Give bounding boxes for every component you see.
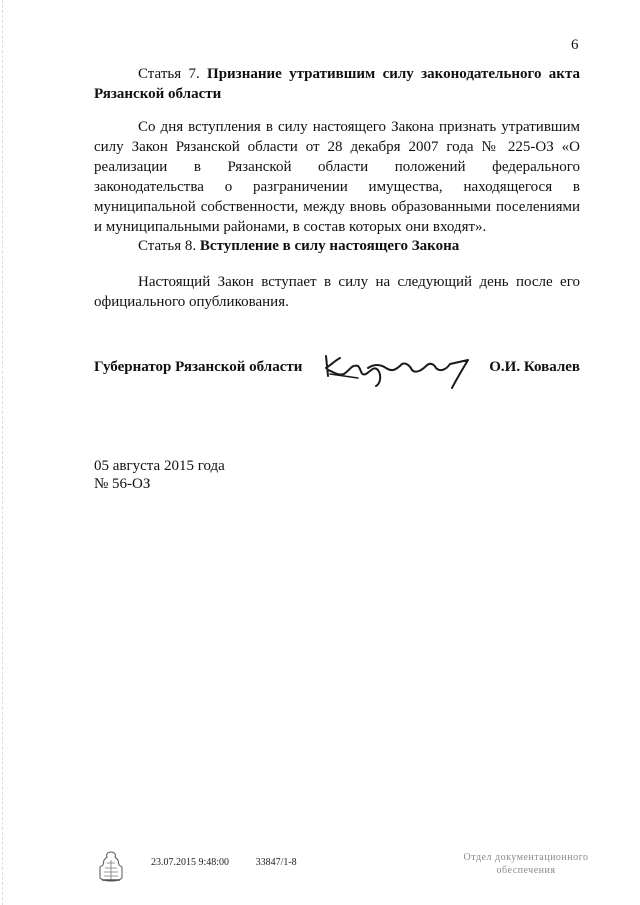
- article-8-body-line: Настоящий Закон вступает в силу на следующий день после его: [138, 274, 580, 290]
- article-8-title: Вступление в силу настоящего Закона: [199, 238, 460, 254]
- office-watermark: [446, 851, 606, 877]
- article-7-body-line: законодательства о разграничении имущества, находящегося в: [94, 179, 580, 195]
- office-line-1: Отдел документационного: [463, 852, 589, 863]
- registration-timestamp: 23.07.2015 9:48:00: [151, 857, 230, 868]
- article-7-body-line: муниципальной собственности, между вновь образованными поселениями: [94, 199, 580, 215]
- handwritten-signature: [322, 350, 472, 390]
- article-7-body-line: и муниципальными районами, в состав которых они входят».: [94, 219, 487, 235]
- page-number: 6: [571, 37, 579, 53]
- office-line-2: обеспечения: [496, 865, 556, 876]
- article-7-body-line: реализации в Рязанской области положений федерального: [94, 159, 580, 175]
- article-8-heading: [94, 236, 580, 256]
- registration-stamp: [151, 857, 321, 868]
- article-7-heading-line1: [94, 64, 580, 84]
- article-8-heading-line: [94, 236, 580, 256]
- article-7-heading: [94, 64, 580, 104]
- article-8-body: [94, 272, 580, 312]
- governor-title: Губернатор Рязанской области: [94, 359, 303, 375]
- law-number: № 56-ОЗ: [94, 476, 151, 492]
- scan-edge: [2, 0, 4, 905]
- article-7-title-line1: Признание утратившим силу законодательного акта: [207, 66, 580, 82]
- registration-number: 33847/1-8: [255, 857, 297, 868]
- article-8-body-line: официального опубликования.: [94, 294, 289, 310]
- article-7-title-line2: Рязанской области: [94, 86, 222, 102]
- coat-of-arms-seal: [96, 850, 126, 884]
- article-7-body: [94, 117, 580, 237]
- article-7-heading-line2: [94, 84, 580, 104]
- article-7-body-line: силу Закон Рязанской области от 28 декабря 2007 года № 225-ОЗ «О: [94, 139, 580, 155]
- signature-row: [94, 350, 580, 390]
- article-8-number: Статья 8.: [138, 238, 197, 254]
- law-date: 05 августа 2015 года: [94, 458, 225, 474]
- date-block: [94, 457, 225, 493]
- article-7-body-line: Со дня вступления в силу настоящего Закона признать утратившим: [138, 119, 580, 135]
- article-7-number: Статья 7.: [138, 66, 200, 82]
- governor-name: О.И. Ковалев: [489, 359, 580, 375]
